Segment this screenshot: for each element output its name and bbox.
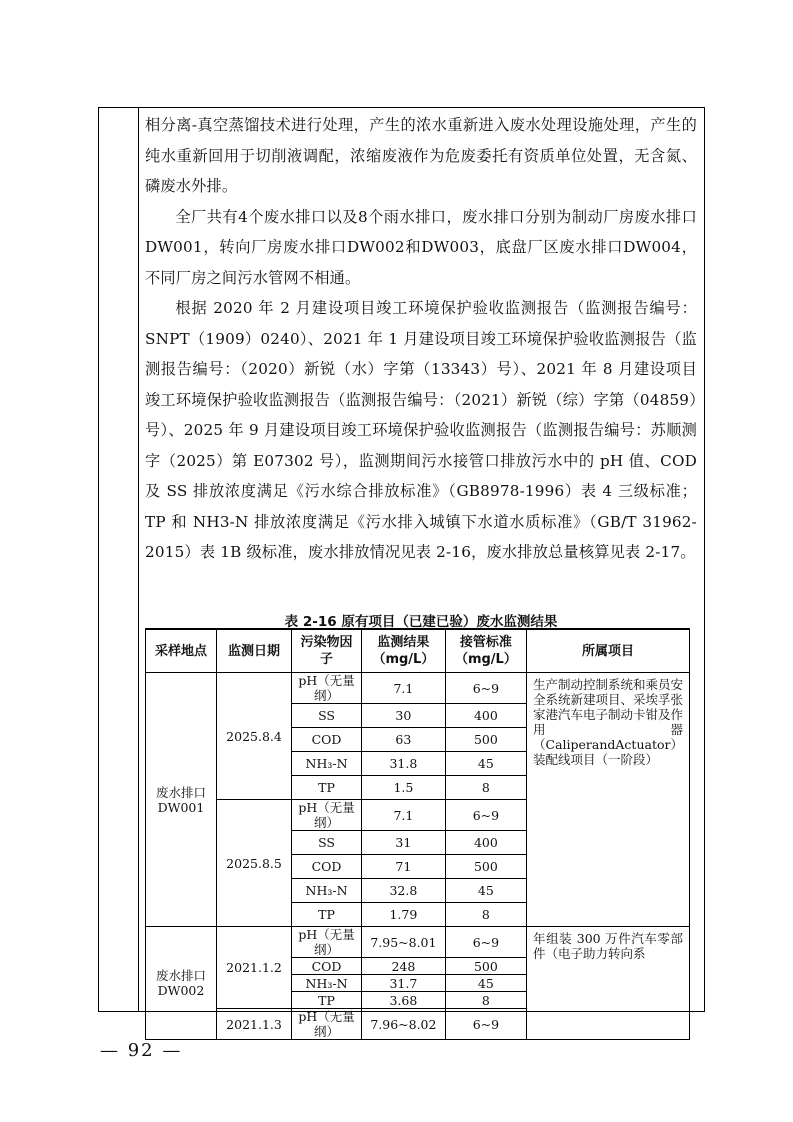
table-row [146, 673, 690, 704]
factor-cell: NH₃-N [292, 975, 362, 992]
table-row [146, 927, 690, 958]
factor-cell: pH（无量纲） [292, 1009, 362, 1040]
project-cell-dw001: 生产制动控制系统和乘员安全系统新建项目、采埃孚张家港汽车电子制动卡钳及作用器（CaliperandActuator）装配线项目（一阶段） [527, 673, 690, 927]
header-result: 监测结果 （mg/L） [362, 629, 446, 673]
result-cell: 7.96~8.02 [362, 1009, 446, 1040]
result-cell: 1.5 [362, 776, 446, 800]
date-cell: 2021.1.2 [216, 927, 291, 1009]
result-cell: 7.95~8.01 [362, 927, 446, 958]
result-cell: 63 [362, 728, 446, 752]
factor-cell: pH（无量纲） [292, 673, 362, 704]
standard-cell: 500 [445, 958, 526, 975]
header-factor: 污染物因子 [292, 629, 362, 673]
result-cell: 31 [362, 831, 446, 855]
standard-cell: 8 [445, 776, 526, 800]
factor-cell: SS [292, 831, 362, 855]
page-number: — 92 — [100, 1040, 183, 1061]
result-cell: 30 [362, 704, 446, 728]
paragraph-2: 全厂共有4个废水排口以及8个雨水排口，废水排口分别为制动厂房废水排口DW001，转向厂房废水排口DW002和DW003，底盘厂区废水排口DW004，不同厂房之间污水管网不相通。 [145, 207, 697, 287]
result-cell: 31.8 [362, 752, 446, 776]
header-site: 采样地点 [146, 629, 217, 673]
factor-cell: COD [292, 728, 362, 752]
result-cell: 7.1 [362, 673, 446, 704]
date-cell: 2025.8.4 [216, 673, 291, 800]
result-cell: 1.79 [362, 903, 446, 927]
factor-cell: pH（无量纲） [292, 800, 362, 831]
standard-cell: 8 [445, 903, 526, 927]
header-project: 所属项目 [527, 629, 690, 673]
standard-cell: 6~9 [445, 1009, 526, 1040]
paragraph-3: 根据 2020 年 2 月建设项目竣工环境保护验收监测报告（监测报告编号：SNPT（1909）0240）、2021 年 1 月建设项目竣工环境保护验收监测报告（监测报告编号：（2020）新锐（水）字第（13343）号）、2021 年 8 月建设项目竣工环境保护验收监测报告（监测报告编号：（2021）新锐（综）字第（04859）号）、2025 年 9 月建设项目竣工环境保护验收监测报告（监测报告编号：苏顺测字（2025）第 E07302 号），监测期间污水接管口排放污水中的 pH 值、COD 及 SS 排放浓度满足《污水综合排放标准》（GB8978-1996）表 4 三级标准；TP 和 NH3-N 排放浓度满足《污水排入城镇下水道水质标准》（GB/T 31962-2015）表 1B 级标准，废水排放情况见表 2-16，废水排放总量核算见表 2-17。 [145, 299, 697, 561]
factor-cell: SS [292, 704, 362, 728]
header-standard: 接管标准 （mg/L） [445, 629, 526, 673]
standard-cell: 400 [445, 831, 526, 855]
result-cell: 32.8 [362, 879, 446, 903]
standard-cell: 400 [445, 704, 526, 728]
factor-cell: COD [292, 855, 362, 879]
project-cell-dw002: 年组装 300 万件汽车零部件（电子助力转向系 [527, 927, 690, 1040]
standard-cell: 45 [445, 752, 526, 776]
header-date: 监测日期 [216, 629, 291, 673]
factor-cell: TP [292, 992, 362, 1009]
frame-divider [138, 107, 139, 1012]
standard-cell: 45 [445, 879, 526, 903]
table-header-row [146, 629, 690, 673]
factor-cell: pH（无量纲） [292, 927, 362, 958]
standard-cell: 6~9 [445, 800, 526, 831]
result-cell: 3.68 [362, 992, 446, 1009]
standard-cell: 6~9 [445, 673, 526, 704]
paragraph-1: 相分离-真空蒸馏技术进行处理，产生的浓水重新进入废水处理设施处理，产生的纯水重新回用于切削液调配，浓缩废液作为危废委托有资质单位处置，无含氮、磷废水外排。 [145, 116, 697, 195]
site-cell-dw001: 废水排口 DW001 [146, 673, 217, 927]
standard-cell: 500 [445, 728, 526, 752]
factor-cell: TP [292, 903, 362, 927]
result-cell: 7.1 [362, 800, 446, 831]
factor-cell: NH₃-N [292, 752, 362, 776]
site-cell-dw002: 废水排口 DW002 [146, 927, 217, 1040]
factor-cell: NH₃-N [292, 879, 362, 903]
factor-cell: TP [292, 776, 362, 800]
date-cell: 2021.1.3 [216, 1009, 291, 1040]
result-cell: 31.7 [362, 975, 446, 992]
factor-cell: COD [292, 958, 362, 975]
standard-cell: 500 [445, 855, 526, 879]
standard-cell: 6~9 [445, 927, 526, 958]
standard-cell: 8 [445, 992, 526, 1009]
date-cell: 2025.8.5 [216, 800, 291, 927]
result-cell: 71 [362, 855, 446, 879]
body-text [145, 110, 697, 568]
wastewater-monitoring-table [145, 628, 690, 1040]
result-cell: 248 [362, 958, 446, 975]
table-caption: 表 2-16 原有项目（已建已验）废水监测结果 [284, 614, 558, 630]
standard-cell: 45 [445, 975, 526, 992]
